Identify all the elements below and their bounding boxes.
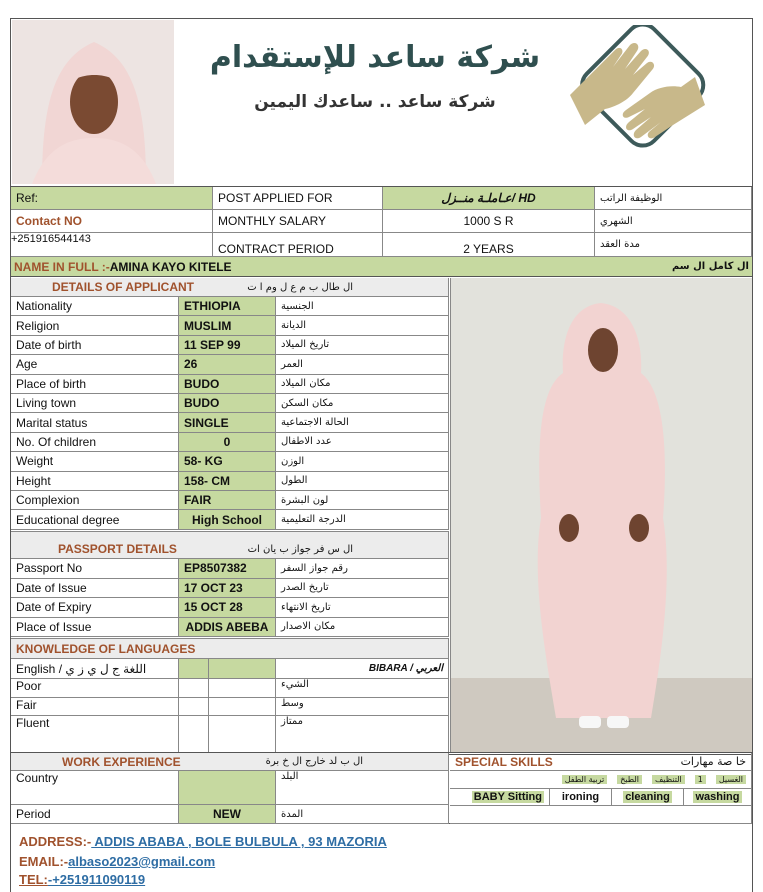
work-period-value: NEW xyxy=(179,805,276,824)
language-level-label: Poor xyxy=(11,679,179,698)
applicant-field-label: Educational degree xyxy=(11,510,179,529)
full-name-value: AMINA KAYO KITELE xyxy=(109,259,232,274)
full-name-row xyxy=(10,257,753,277)
work-country-label: Country xyxy=(11,771,179,805)
passport-field-label: Passport No xyxy=(11,559,179,579)
passport-field-arabic: مكان الاصدار xyxy=(276,618,449,638)
portrait-image xyxy=(12,20,174,184)
applicant-field-value: FAIR xyxy=(179,491,276,510)
language-level-cell xyxy=(179,698,209,717)
work-period-arabic: المدة xyxy=(276,805,449,824)
applicant-field-label: Place of birth xyxy=(11,375,179,394)
applicant-field-label: Living town xyxy=(11,394,179,413)
language-level-cell xyxy=(179,679,209,698)
passport-section-title-arabic: ال س فر جواز ب يان ات xyxy=(247,543,353,555)
work-section-title-arabic: ال ب لد خارج ال خ برة xyxy=(265,756,363,767)
applicant-field-value: 26 xyxy=(179,355,276,374)
applicant-field-arabic: مكان السكن xyxy=(276,394,449,413)
skill-item-label: ironing xyxy=(561,791,600,803)
full-name-label: NAME IN FULL :- xyxy=(14,259,110,274)
language-level-arabic: وسط xyxy=(276,698,449,717)
language-english-cell-2 xyxy=(209,659,276,679)
work-period-label: Period xyxy=(11,805,179,824)
skill-arabic-item: التنظيف xyxy=(652,775,685,784)
contact-number: +251916544143 xyxy=(11,233,213,257)
monthly-salary-label: MONTHLY SALARY xyxy=(213,210,383,233)
monthly-salary-arabic: الشهري xyxy=(595,210,752,233)
applicant-field-value: 0 xyxy=(179,433,276,452)
contact-footer xyxy=(10,824,753,892)
passport-field-value: ADDIS ABEBA xyxy=(179,618,276,638)
applicant-field-label: Date of birth xyxy=(11,336,179,355)
monthly-salary-value: 1000 S R xyxy=(383,210,595,233)
language-arabic-label: BIBARA / العربي xyxy=(276,659,449,679)
company-name-arabic: شركة ساعد للإستقدام xyxy=(209,40,541,75)
passport-field-value: 17 OCT 23 xyxy=(179,579,276,599)
contract-period-label: CONTRACT PERIOD xyxy=(213,233,383,257)
applicant-field-value: BUDO xyxy=(179,375,276,394)
skill-arabic-item: 1 xyxy=(695,775,706,784)
applicant-field-arabic: الطول xyxy=(276,472,449,491)
applicant-field-label: Weight xyxy=(11,452,179,471)
phone-line xyxy=(19,872,145,887)
address-value[interactable]: ADDIS ABABA , BOLE BULBULA , 93 MAZORIA xyxy=(91,834,387,849)
applicant-field-label: Height xyxy=(11,472,179,491)
language-english-cell-1 xyxy=(179,659,209,679)
passport-field-label: Date of Issue xyxy=(11,579,179,599)
skill-arabic-item: الطبخ xyxy=(617,775,642,784)
language-english-text: English / اللغة ج ل ي ز ي xyxy=(16,661,147,676)
full-body-image xyxy=(451,278,752,752)
skill-item xyxy=(612,789,684,806)
passport-field-value: 15 OCT 28 xyxy=(179,598,276,618)
applicant-field-value: MUSLIM xyxy=(179,316,276,335)
passport-field-value: EP8507382 xyxy=(179,559,276,579)
contract-period-value: 2 YEARS xyxy=(383,233,595,257)
language-level-label: Fluent xyxy=(11,716,179,771)
work-country-value xyxy=(179,771,276,805)
skills-section-header xyxy=(450,753,752,771)
applicant-field-value: High School xyxy=(179,510,276,529)
language-level-arabic: الشيء xyxy=(276,679,449,698)
skill-item-label: washing xyxy=(695,791,740,803)
applicant-field-arabic: العمر xyxy=(276,355,449,374)
post-applied-arabic: الوظيفة الراتب xyxy=(595,187,752,210)
contact-label: Contact NO xyxy=(11,210,213,233)
phone-link[interactable]: -+251911090119 xyxy=(47,872,146,887)
applicant-section-header xyxy=(11,278,449,297)
applicant-field-label: Nationality xyxy=(11,297,179,316)
languages-section-title: KNOWLEDGE OF LANGUAGES xyxy=(16,641,196,656)
applicant-portrait-photo xyxy=(12,20,174,184)
applicant-field-arabic: الديانة xyxy=(276,316,449,335)
email-line xyxy=(19,854,215,869)
applicant-field-value: SINGLE xyxy=(179,413,276,432)
skill-arabic-item: تربية الطفل xyxy=(562,775,607,784)
applicant-field-value: BUDO xyxy=(179,394,276,413)
skill-arabic-item: الغسيل xyxy=(716,775,746,784)
contract-period-arabic: مدة العقد xyxy=(595,233,752,257)
passport-section-title: PASSPORT DETAILS xyxy=(58,542,177,556)
applicant-field-label: Age xyxy=(11,355,179,374)
applicant-field-label: Complexion xyxy=(11,491,179,510)
applicant-field-label: Religion xyxy=(11,316,179,335)
applicant-field-value: 158- CM xyxy=(179,472,276,491)
applicant-field-label: No. Of children xyxy=(11,433,179,452)
language-level-cell xyxy=(209,698,276,717)
work-section-title: WORK EXPERIENCE xyxy=(62,754,181,769)
passport-field-arabic: تاريخ الانتهاء xyxy=(276,598,449,618)
applicant-field-arabic: الحالة الاجتماعية xyxy=(276,413,449,432)
applicant-field-arabic: عدد الاطفال xyxy=(276,433,449,452)
skills-section-title: SPECIAL SKILLS xyxy=(455,754,553,769)
passport-field-label: Date of Expiry xyxy=(11,598,179,618)
applicant-section-title-arabic: ال طال ب م ع ل وم ا ت xyxy=(247,281,353,293)
address-line xyxy=(19,834,387,849)
skill-item-label: BABY Sitting xyxy=(473,791,542,803)
applicant-field-arabic: الوزن xyxy=(276,452,449,471)
language-english-label xyxy=(11,659,179,679)
passport-section-header xyxy=(11,531,449,559)
applicant-field-arabic: تاريخ الميلاد xyxy=(276,336,449,355)
applicant-full-body-photo xyxy=(450,278,752,752)
applicant-section-title: DETAILS OF APPLICANT xyxy=(52,280,194,294)
skill-item xyxy=(684,789,752,806)
email-link[interactable]: albaso2023@gmail.com xyxy=(68,854,216,869)
address-label: ADDRESS:- xyxy=(19,834,92,849)
passport-field-arabic: رقم جواز السفر xyxy=(276,559,449,579)
full-name-arabic: ال كامل ال سم xyxy=(671,261,749,272)
skills-section-title-arabic: خا صة مهارات xyxy=(680,755,746,768)
skill-item xyxy=(550,789,612,806)
applicant-field-value: ETHIOPIA xyxy=(179,297,276,316)
language-level-arabic: ممتاز xyxy=(276,716,449,771)
languages-section-header xyxy=(11,638,449,659)
applicant-field-arabic: لون البشرة xyxy=(276,491,449,510)
skills-arabic-row xyxy=(450,771,752,789)
work-section-header xyxy=(11,753,449,771)
applicant-field-label: Marital status xyxy=(11,413,179,432)
ref-label: Ref: xyxy=(11,187,213,210)
skill-item xyxy=(450,789,550,806)
skills-empty-row xyxy=(450,806,752,824)
post-applied-value: عـاملـة منــزل/ HD xyxy=(383,187,595,210)
language-level-label: Fair xyxy=(11,698,179,717)
applicant-field-value: 58- KG xyxy=(179,452,276,471)
post-applied-label: POST APPLIED FOR xyxy=(213,187,383,210)
hands-logo-icon xyxy=(555,25,715,165)
email-label: EMAIL:- xyxy=(19,854,69,869)
language-level-cell xyxy=(209,679,276,698)
skill-item-label: cleaning xyxy=(625,791,670,803)
applicant-field-value: 11 SEP 99 xyxy=(179,336,276,355)
work-country-arabic: البلد xyxy=(276,771,449,805)
passport-field-arabic: تاريخ الصدر xyxy=(276,579,449,599)
applicant-field-arabic: الجنسية xyxy=(276,297,449,316)
passport-field-label: Place of Issue xyxy=(11,618,179,638)
phone-label: TEL: xyxy=(19,872,48,887)
company-slogan-arabic: شركة ساعد .. ساعدك اليمين xyxy=(254,92,496,112)
applicant-field-arabic: الدرجة التعليمية xyxy=(276,510,449,529)
applicant-field-arabic: مكان الميلاد xyxy=(276,375,449,394)
